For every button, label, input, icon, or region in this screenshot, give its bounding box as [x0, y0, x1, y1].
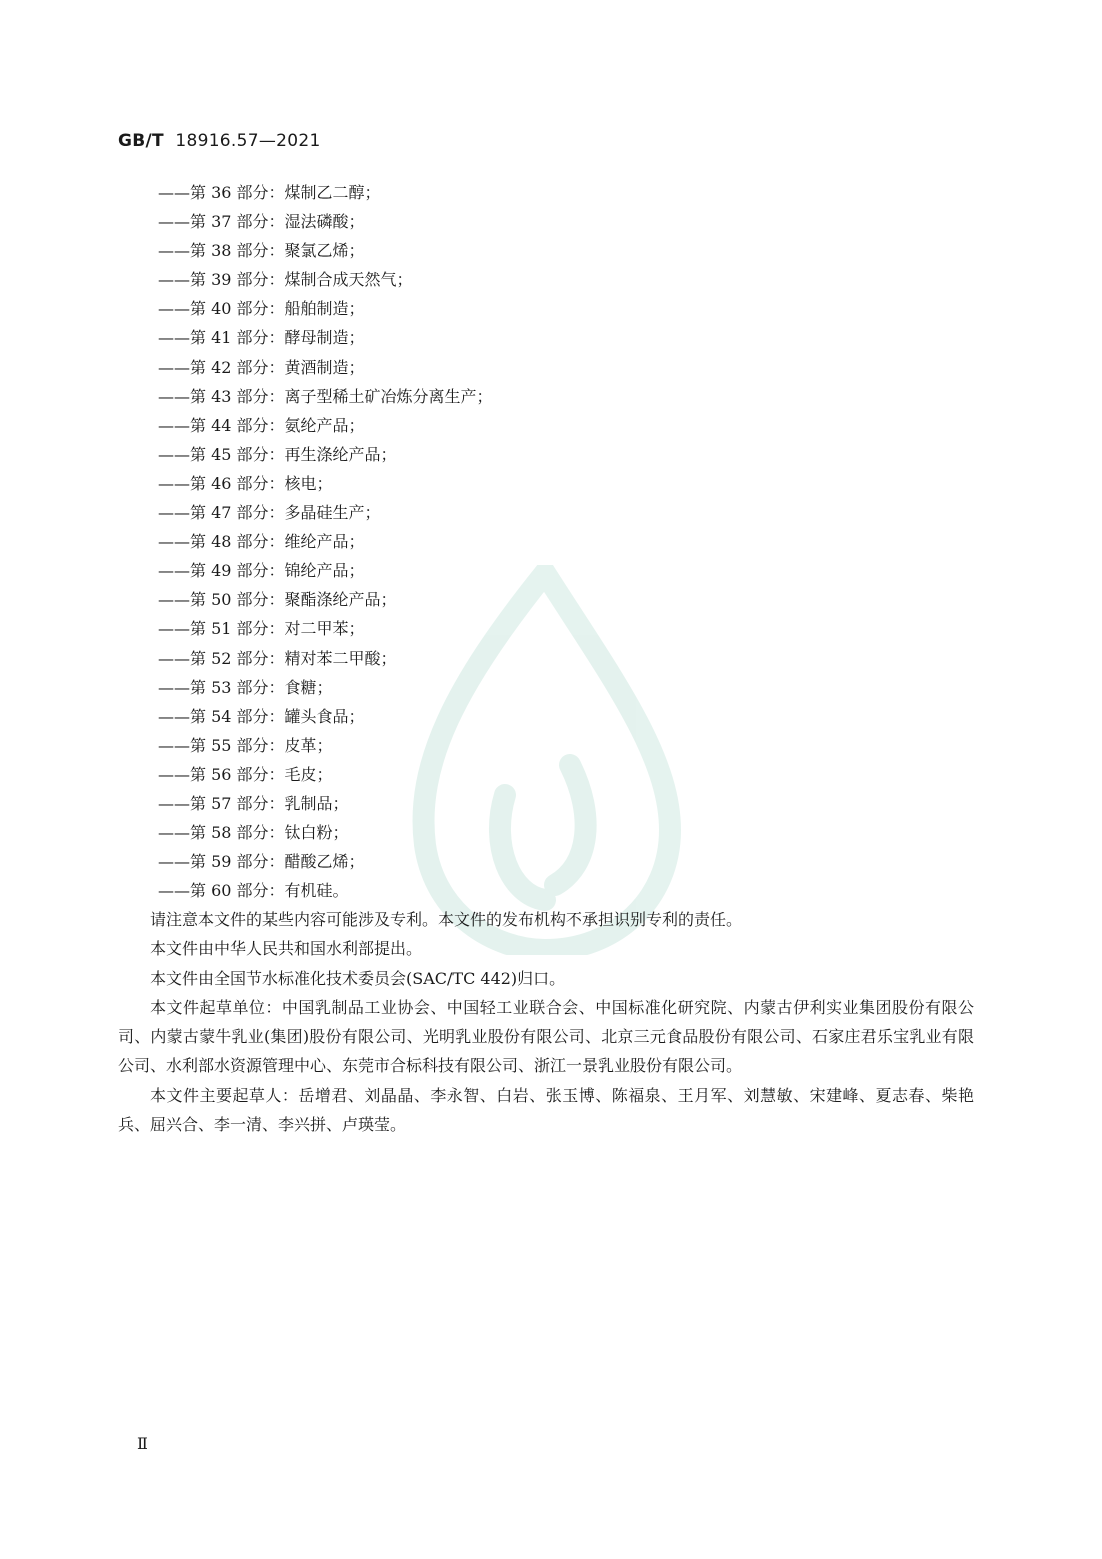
- list-item: ——第 46 部分：核电；: [158, 473, 333, 493]
- standard-number: 18916.57—2021: [175, 131, 321, 151]
- page-number: Ⅱ: [137, 1434, 148, 1453]
- patent-notice: 请注意本文件的某些内容可能涉及专利。本文件的发布机构不承担识别专利的责任。: [150, 910, 743, 929]
- list-item: ——第 54 部分：罐头食品；: [158, 706, 365, 726]
- document-header: [118, 131, 321, 151]
- list-item: ——第 37 部分：湿法磷酸；: [158, 212, 365, 232]
- list-item: ——第 39 部分：煤制合成天然气；: [158, 270, 413, 290]
- list-item: ——第 43 部分：离子型稀土矿冶炼分离生产；: [158, 386, 493, 406]
- list-item: ——第 40 部分：船舶制造；: [158, 299, 365, 319]
- list-item: ——第 36 部分：煤制乙二醇；: [158, 183, 381, 202]
- list-item: ——第 56 部分：毛皮；: [158, 764, 333, 784]
- list-item: ——第 48 部分：维纶产品；: [158, 532, 365, 552]
- drafting-units: 本文件起草单位：中国乳制品工业协会、中国轻工业联合会、中国标准化研究院、内蒙古伊利实业集团股份有限公司、内蒙古蒙牛乳业(集团)股份有限公司、光明乳业股份有限公司、北京三元食品股份有限公司、石家庄君乐宝乳业有限公司、水利部水资源管理中心、东莞市合标科技有限公司、浙江一景乳业股份有限公司。: [118, 997, 974, 1076]
- proposer-statement: 本文件由中华人民共和国水利部提出。: [150, 939, 423, 959]
- list-item: ——第 44 部分：氨纶产品；: [158, 415, 365, 435]
- drafters: 本文件主要起草人：岳增君、刘晶晶、李永智、白岩、张玉博、陈福泉、王月军、刘慧敏、宋建峰、夏志春、柴艳兵、屈兴合、李一清、李兴拼、卢瑛莹。: [118, 1085, 974, 1135]
- list-item: ——第 52 部分：精对苯二甲酸；: [158, 648, 397, 668]
- standard-prefix: GB/T: [118, 131, 164, 151]
- parts-list: [158, 178, 493, 905]
- list-item: ——第 50 部分：聚酯涤纶产品；: [158, 590, 397, 610]
- body-paragraphs: [118, 905, 974, 1139]
- list-item: ——第 59 部分：醋酸乙烯；: [158, 852, 365, 872]
- list-item: ——第 60 部分：有机硅。: [158, 881, 349, 901]
- list-item: ——第 41 部分：酵母制造；: [158, 328, 365, 348]
- list-item: ——第 38 部分：聚氯乙烯；: [158, 241, 365, 261]
- list-item: ——第 53 部分：食糖；: [158, 677, 333, 697]
- list-item: ——第 45 部分：再生涤纶产品；: [158, 444, 397, 464]
- list-item: ——第 42 部分：黄酒制造；: [158, 357, 365, 377]
- list-item: ——第 51 部分：对二甲苯；: [158, 619, 365, 639]
- list-item: ——第 57 部分：乳制品；: [158, 793, 349, 813]
- list-item: ——第 47 部分：多晶硅生产；: [158, 503, 381, 523]
- list-item: ——第 49 部分：锦纶产品；: [158, 561, 365, 581]
- committee-statement: 本文件由全国节水标准化技术委员会(SAC/TC 442)归口。: [150, 968, 566, 988]
- list-item: ——第 55 部分：皮革；: [158, 735, 333, 755]
- list-item: ——第 58 部分：钛白粉；: [158, 823, 349, 843]
